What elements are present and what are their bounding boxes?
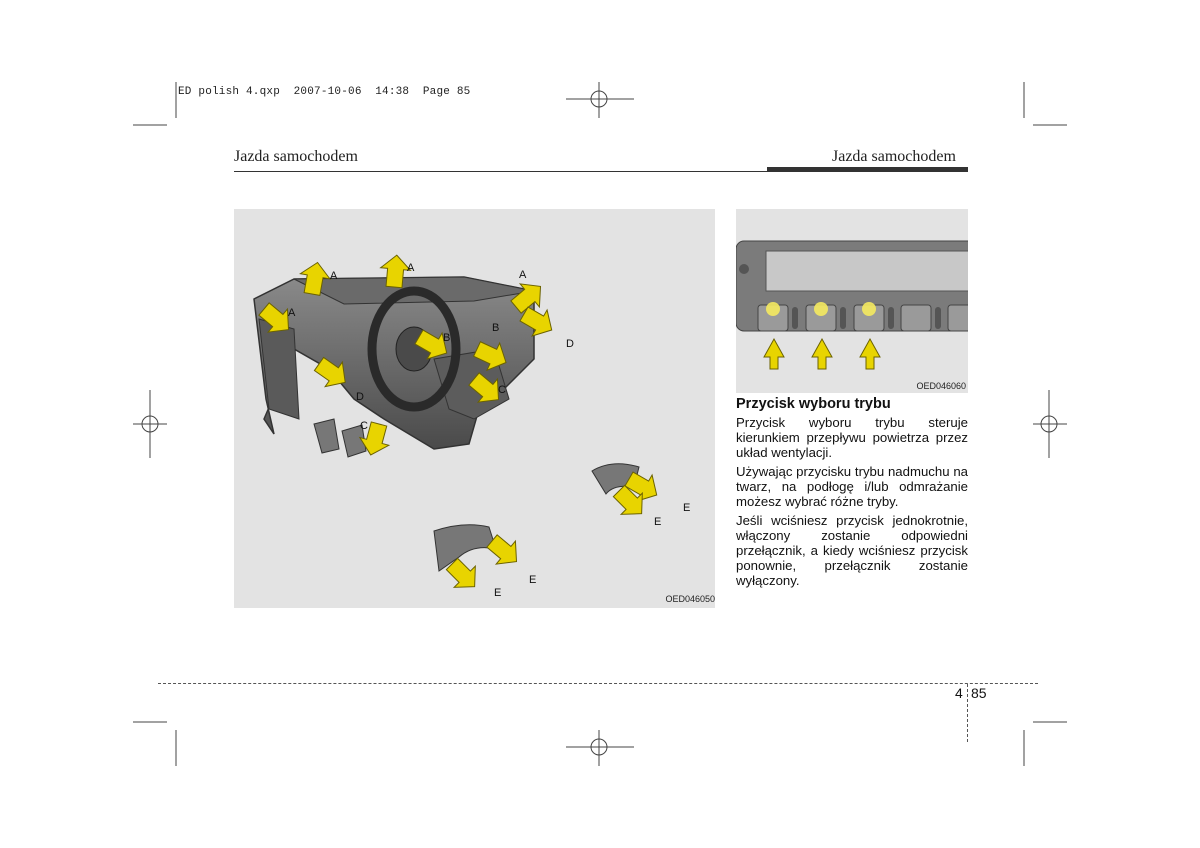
dashboard-airflow-figure: [234, 209, 715, 608]
label-b: B: [492, 322, 500, 334]
page-number-divider: [967, 684, 968, 742]
label-a: A: [407, 262, 415, 274]
label-a: A: [519, 269, 527, 281]
mode-button-figure: [736, 209, 968, 393]
figure-code: OED046060: [916, 381, 966, 391]
registration-mark-bottom: [566, 730, 634, 766]
running-header-right: Jazda samochodem: [832, 148, 956, 165]
label-b: B: [443, 332, 451, 344]
registration-mark-right: [1033, 390, 1067, 458]
display-screen: [766, 251, 968, 291]
text-column: [736, 396, 968, 592]
label-d: D: [356, 391, 364, 403]
label-e: E: [529, 574, 537, 586]
paragraph: Używając przycisku trybu nadmuchu na twarz, na podłogę i/lub odmrażanie możesz wybrać różne tryby.: [736, 464, 968, 509]
label-a: A: [288, 307, 296, 319]
label-e: E: [494, 587, 502, 599]
chapter-number: 4: [955, 685, 963, 701]
paragraph: Przycisk wyboru trybu steruje kierunkiem przepływu powietrza przez układ wentylacji.: [736, 415, 968, 460]
label-d: D: [566, 338, 574, 350]
label-e: E: [683, 502, 691, 514]
label-c: C: [498, 384, 506, 396]
registration-mark-top: [566, 82, 634, 118]
control-panel-illustration: [736, 209, 968, 393]
figure-code: OED046050: [665, 594, 715, 604]
label-c: C: [360, 420, 368, 432]
print-slug: ED polish 4.qxp 2007-10-06 14:38 Page 85: [178, 86, 471, 98]
header-rule-accent: [767, 167, 968, 172]
running-header-left: Jazda samochodem: [234, 148, 358, 165]
label-a: A: [330, 270, 338, 282]
label-e: E: [654, 516, 662, 528]
paragraph: Jeśli wciśniesz przycisk jednokrotnie, włączony zostanie odpowiedni przełącznik, a kiedy wciśniesz przycisk ponownie, przełącznik zostanie wyłączony.: [736, 513, 968, 588]
header-rule: [234, 171, 767, 172]
section-title: Przycisk wyboru trybu: [736, 396, 891, 412]
footer-rule: [158, 683, 1038, 684]
page-number: 85: [971, 685, 987, 701]
